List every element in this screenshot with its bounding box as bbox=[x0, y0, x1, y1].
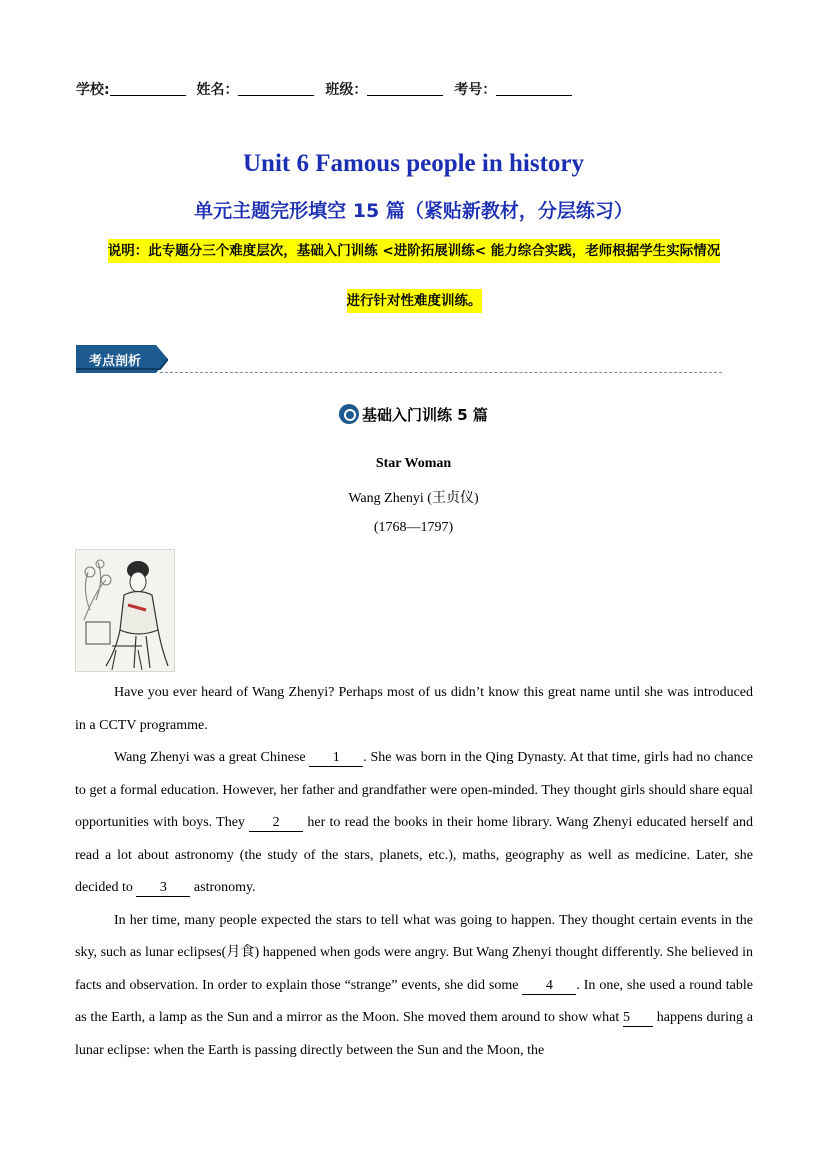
passage-title: Star Woman bbox=[375, 456, 452, 471]
name-blank bbox=[238, 81, 314, 96]
exam-no-blank bbox=[496, 81, 572, 96]
paragraph-1: Have you ever heard of Wang Zhenyi? Perhaps most of us didn’t know this great name until she was introduced in a CCTV programme. bbox=[75, 685, 753, 733]
name-label: 姓名： bbox=[196, 82, 239, 98]
unit-subtitle: 单元主题完形填空 15 篇（紧贴新教材，分层练习） bbox=[194, 200, 633, 222]
school-blank bbox=[110, 81, 186, 96]
passage-dates: (1768—1797) bbox=[373, 520, 454, 535]
blank-4: 4 bbox=[522, 978, 576, 995]
school-label: 学校: bbox=[76, 82, 110, 98]
exam-no-label: 考号： bbox=[454, 82, 497, 98]
level-heading bbox=[0, 404, 827, 425]
blank-5: 5 bbox=[623, 1010, 653, 1027]
student-info-line bbox=[76, 79, 578, 99]
passage-body bbox=[75, 677, 753, 1067]
note-line-1: 说明：此专题分三个难度层次，基础入门训练 <进阶拓展训练< 能力综合实践，老师根据学生实际情况 bbox=[108, 239, 721, 263]
paragraph-3: In her time, many people expected the stars to tell what was going to happen. They thought certain events in the sky, such as lunar eclipses(月食) happened when gods were angry. But Wang Zhenyi thought differently. She believed in facts and observation. In order to explain those “strange” events, she did some 4 . In one, she used a round table as the Earth, a lamp as the Sun and a mirror as the Moon. She moved them around to show what 5 happens during a lunar eclipse: when the Earth is passing directly between the Sun and the Moon, the bbox=[75, 912, 753, 1058]
passage-author: Wang Zhenyi (王贞仪) bbox=[348, 491, 479, 506]
portrait-sketch-image bbox=[75, 549, 175, 672]
blank-3: 3 bbox=[136, 880, 190, 897]
instruction-note bbox=[74, 239, 754, 313]
blank-1: 1 bbox=[309, 750, 363, 767]
unit-title: Unit 6 Famous people in history bbox=[242, 150, 584, 177]
blank-2: 2 bbox=[249, 815, 303, 832]
class-label: 班级： bbox=[325, 82, 368, 98]
class-blank bbox=[367, 81, 443, 96]
section-divider bbox=[160, 372, 722, 373]
section-label: 考点剖析 bbox=[89, 354, 142, 369]
paragraph-2: Wang Zhenyi was a great Chinese 1 . She was born in the Qing Dynasty. At that time, girls had no chance to get a formal education. However, her father and grandfather were open-minded. They thought girls should share equal opportunities with boys. They 2 her to read the books in their home library. Wang Zhenyi educated herself and read a lot about astronomy (the study of the stars, planets, etc.), maths, geography as well as medicine. Later, she decided to 3 astronomy. bbox=[75, 750, 753, 895]
note-line-2: 进行针对性难度训练。 bbox=[347, 289, 482, 313]
level-heading-text: 基础入门训练 5 篇 bbox=[362, 406, 488, 424]
level-badge-icon bbox=[339, 404, 359, 424]
